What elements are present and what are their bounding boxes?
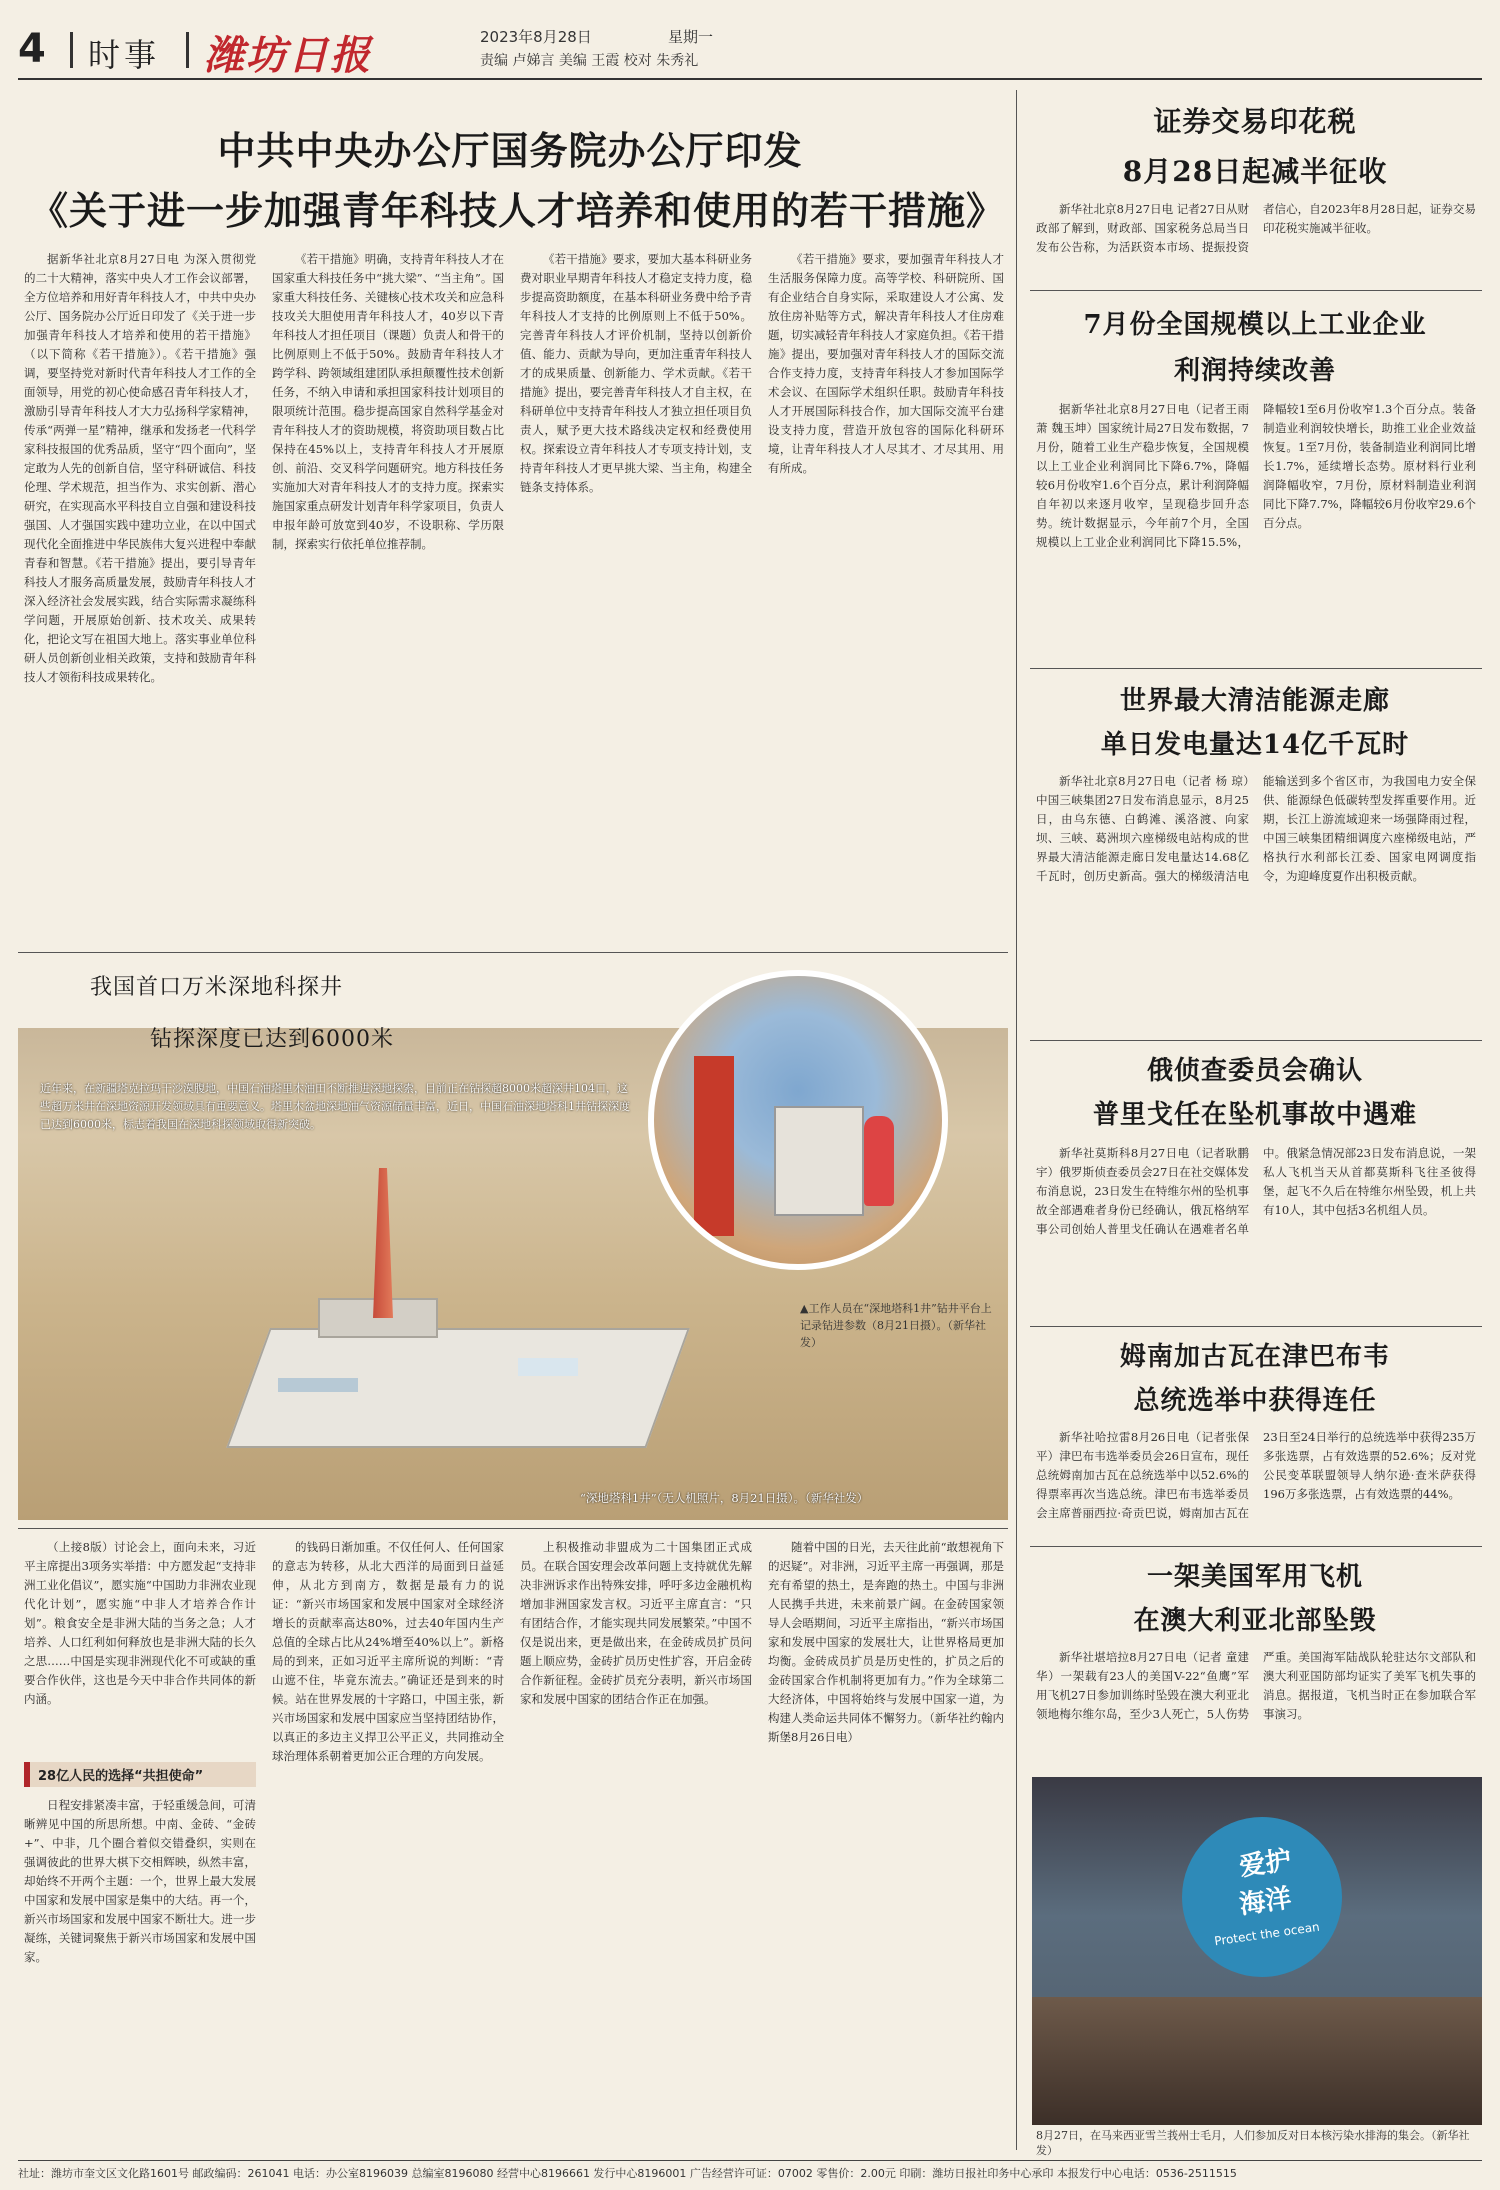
drilling-overlay-text: 近年来，在新疆塔克拉玛干沙漠腹地，中国石油塔里木油田不断推进深地探索，目前正在钻探超8000米超深井104口，这些超万米井在深地资源开发领域具有重要意义。塔里木盆地深地油气资源储量丰富，近日，中国石油深地塔科1井钻探深度已达到6000米，标志着我国在深地科探领域取得新突破。 xyxy=(40,1082,630,1131)
military-aircraft-title-line2: 在澳大利亚北部坠毁 xyxy=(1133,1606,1377,1636)
story-divider xyxy=(1030,668,1482,669)
zimbabwe-body-text: 新华社哈拉雷8月26日电（记者张保平）津巴布韦选举委员会26日宣布，现任总统姆南加古瓦在总统选举中以52.6%的得票率再次当选总统。津巴布韦选举委员会主席普丽西拉·奇贡巴说，姆南加古瓦在23日至24日举行的总统选举中获得235万多张选票，占有效选票的52.6%；反对党公民变革联盟领导人纳尔逊·查米萨获得196万多张选票，占有效选票的44%。 xyxy=(1036,1430,1476,1520)
protest-sign-text-2: 海洋 xyxy=(1237,1883,1294,1921)
lead-column-3 xyxy=(520,250,752,940)
lead-title-line2: 《关于进一步加强青年科技人才培养和使用的若干措施》 xyxy=(30,188,1006,233)
control-cabinet xyxy=(774,1106,864,1216)
main-photo-caption: “深地塔科1井”（无人机照片，8月21日摄）。（新华社发） xyxy=(580,1491,869,1505)
industry-profit-body-text: 据新华社北京8月27日电（记者王雨萧 魏玉坤）国家统计局27日发布数据，7月份，随着工业生产稳步恢复，全国规模以上工业企业利润同比下降6.7%，降幅较6月份收窄1.6个百分点，累计利润降幅自年初以来逐月收窄，呈现稳步回升态势。统计数据显示，今年前7个月，全国规模以上工业企业利润同比下降15.5%，降幅较1至6月份收窄1.3个百分点。装备制造业利润较快增长，助推工业企业效益恢复。1至7月份，装备制造业利润同比增长1.7%，延续增长态势。原材料行业利润降幅收窄，7月份，原材料制造业利润同比下降7.7%，降幅较6月份收窄29.6个百分点。 xyxy=(1036,402,1476,549)
page-footer: 社址：潍坊市奎文区文化路1601号 邮政编码：261041 电话：办公室8196039 总编室8196080 经营中心8196661 发行中心8196001 广告经营许可证：07002 零售价：2.00元 印刷：潍坊日报社印务中心承印 本报发行中心电话：0536-2511515 xyxy=(18,2160,1482,2182)
plane-crash-body-text: 新华社莫斯科8月27日电（记者耿鹏宇）俄罗斯侦查委员会27日在社交媒体发布消息说，23日发生在特维尔州的坠机事故全部遇难者身份已经确认，俄瓦格纳军事公司创始人普里戈任确认在遇难者名单中。俄紧急情况部23日发布消息说，一架私人飞机当天从首都莫斯科飞往圣彼得堡，起飞不久后在特维尔州坠毁，机上共有10人，其中包括3名机组人员。 xyxy=(1036,1146,1476,1236)
lead-column-1 xyxy=(24,250,256,940)
military-aircraft-body-text: 新华社堪培拉8月27日电（记者 童建华）一架载有23人的美国V-22“鱼鹰”军用飞机27日参加训练时坠毁在澳大利亚北领地梅尔维尔岛，至少3人死亡，5人伤势严重。美国海军陆战队轮驻达尔文部队和澳大利亚国防部均证实了美军飞机失事的消息。据报道，飞机当时正在参加联合军事演习。 xyxy=(1036,1650,1476,1721)
drilling-title-line2: 钻探深度已达到6000米 xyxy=(150,1027,394,1052)
lower-column-1-text: （上接8版）讨论会上，面向未来，习近平主席提出3项务实举措：中方愿发起“支持非洲工业化倡议”，愿实施“中国助力非洲农业现代化计划”，愿实施“中非人才培养合作计划”。粮食安全是非洲大陆的当务之急；人才培养、人口红利如何释放也是非洲大陆的长久之思……中国是实现非洲现代化不可或缺的重要合作伙伴，这也是今天中非合作共同体的新内涵。 xyxy=(24,1540,256,1706)
newspaper-logo: 潍坊日报 xyxy=(204,32,372,79)
clean-energy-body xyxy=(1036,772,1476,1034)
lead-column-1-text: 据新华社北京8月27日电 为深入贯彻党的二十大精神，落实中央人才工作会议部署，全方位培养和用好青年科技人才，中共中央办公厅、国务院办公厅近日印发了《关于进一步加强青年科技人才培养和使用的若干措施》（以下简称《若干措施》）。《若干措施》强调，要坚持党对新时代青年科技人才工作的全面领导，用党的初心使命感召青年科技人才，激励引导青年科技人才大力弘扬科学家精神，传承“两弹一星”精神，继承和发扬老一代科学家科技报国的优秀品质，坚守“四个面向”，坚定敢为人先的创新自信，坚守科研诚信、科技伦理、学术规范，担当作为、求实创新、潜心研究，在实现高水平科技自立自强和建设科技强国、人才强国实践中建功立业，在以中国式现代化全面推进中华民族伟大复兴进程中奉献青春和智慧。《若干措施》提出，要引导青年科技人才服务高质量发展，鼓励青年科技人才深入经济社会发展实践，结合实际需求凝练科学问题，开展原始创新、技术攻关、成果转化，把论文写在祖国大地上。落实事业单位科研人员创新创业相关政策，支持和鼓励青年科技人才领衔科技成果转化。 xyxy=(24,252,256,684)
story-divider xyxy=(1030,290,1482,291)
protest-photo-caption: 8月27日，在马来西亚雪兰莪州士毛月，人们参加反对日本核污染水排海的集会。（新华社发） xyxy=(1036,2129,1470,2157)
masthead-divider xyxy=(70,32,73,68)
issue-date: 2023年8月28日 xyxy=(480,28,592,46)
site-structure xyxy=(278,1378,358,1392)
worker-figure xyxy=(864,1116,894,1206)
rig-equipment xyxy=(694,1056,734,1236)
military-aircraft-body xyxy=(1036,1648,1476,1766)
page-number: 4 xyxy=(18,26,46,72)
military-aircraft-title-line1: 一架美国军用飞机 xyxy=(1146,1562,1363,1592)
clean-energy-title-line2: 单日发电量达14亿千瓦时 xyxy=(1100,730,1410,760)
editor-credits: 责编 卢娣言 美编 王霞 校对 朱秀礼 xyxy=(480,53,699,69)
lower-column-1 xyxy=(24,1538,256,1748)
lower-column-4-text: 随着中国的日光，去天往此前“敢想视角下的迟疑”。对非洲，习近平主席一再强调，那是充有希望的热土，是奔跑的热土。中国与非洲人民携手共进，未来前景广阔。在金砖国家领导人会晤期间，习近平主席指出，“新兴市场国家和发展中国家的发展壮大，让世界格局更加均衡。金砖成员扩员是历史性的，扩员之后的金砖国家合作机制将更加有力。”作为全球第二大经济体，中国将始终与发展中国家一道，为构建人类命运共同体不懈努力。（新华社约翰内斯堡8月26日电） xyxy=(768,1540,1004,1744)
lead-column-4 xyxy=(768,250,1004,940)
lead-title-line1: 中共中央办公厅国务院办公厅印发 xyxy=(217,128,803,173)
protest-sign-text-3: Protect the ocean xyxy=(1213,1919,1321,1949)
lead-column-2-text: 《若干措施》明确，支持青年科技人才在国家重大科技任务中“挑大梁”、“当主角”。国家重大科技任务、关键核心技术攻关和应急科技攻关大胆使用青年科技人才，40岁以下青年科技人才担任项目（课题）负责人和骨干的比例原则上不低于50%。鼓励青年科技人才跨学科、跨领域组建团队承担颠覆性技术创新任务，不纳入申请和承担国家科技计划项目的限项统计范围。稳步提高国家自然科学基金对青年科技人才的资助规模，将资助项目数占比保持在45%以上，支持青年科技人才开展原创、前沿、交叉科学问题研究。地方科技任务实施加大对青年科技人才的支持力度。探索实施国家重点研发计划青年科学家项目，负责人申报年龄可放宽到40岁，不设职称、学历限制，探索实行依托单位推荐制。 xyxy=(272,252,504,551)
lead-column-3-text: 《若干措施》要求，要加大基本科研业务费对职业早期青年科技人才稳定支持力度，稳步提高资助额度，在基本科研业务费中给予青年科技人才支持的比例原则上不低于50%。完善青年科技人才评价机制，坚持以创新价值、能力、贡献为导向，更加注重青年科技人才的成果质量、创新能力、学术贡献。《若干措施》提出，要完善青年科技人才自主权，在科研单位中支持青年科技人才独立担任项目负责人，赋予更大技术路线决定权和经费使用权。探索设立青年科技人才专项支持计划，支持青年科技人才更早挑大梁、当主角，构建全链条支持体系。 xyxy=(520,252,752,494)
lower-column-2 xyxy=(272,1538,504,2152)
stamp-tax-title-line1: 证券交易印花税 xyxy=(1153,105,1357,138)
section-name: 时事 xyxy=(88,36,161,74)
masthead xyxy=(18,18,1482,80)
plane-crash-title-line1: 俄侦查委员会确认 xyxy=(1146,1056,1363,1086)
drilling-worker-inset-photo xyxy=(648,970,948,1270)
masthead-divider xyxy=(186,32,189,68)
story-divider xyxy=(1030,1040,1482,1041)
lower-column-1b-text: 日程安排紧凑丰富，于轻重缓急间，可清晰辨见中国的所思所想。中南、金砖、“金砖+”、中非，几个圈合着似交错叠织，实则在强调彼此的世界大棋下交相辉映，纵然丰富，却始终不开两个主题：一个，世界上最大发展中国家和发展中国家是集中的大结。再一个，新兴市场国家和发展中国家不断壮大。进一步凝练，关键词聚焦于新兴市场国家和发展中国家。 xyxy=(24,1798,256,1964)
lower-column-3 xyxy=(520,1538,752,2152)
plane-crash-title-line2: 普里戈任在坠机事故中遇难 xyxy=(1092,1100,1417,1130)
drilling-title-line1: 我国首口万米深地科探井 xyxy=(90,975,344,1000)
stamp-tax-title-line2: 8月28日起减半征收 xyxy=(1122,155,1388,188)
section-divider xyxy=(18,952,1008,953)
zimbabwe-title-line2: 总统选举中获得连任 xyxy=(1133,1386,1377,1416)
story-divider xyxy=(1030,1326,1482,1327)
story-divider xyxy=(1030,1546,1482,1547)
lower-column-4 xyxy=(768,1538,1004,2152)
clean-energy-body-text: 新华社北京8月27日电（记者 杨 琼）中国三峡集团27日发布消息显示，8月25日，由乌东德、白鹤滩、溪洛渡、向家坝、三峡、葛洲坝六座梯级电站构成的世界最大清洁能源走廊日发电量达14.68亿千瓦时，创历史新高。强大的梯级清洁电能输送到多个省区市，为我国电力安全保供、能源绿色低碳转型发挥重要作用。近期，长江上游流域迎来一场强降雨过程，中国三峡集团精细调度六座梯级电站，严格执行水利部长江委、国家电网调度指令，为迎峰度夏作出积极贡献。 xyxy=(1036,774,1476,883)
lower-subhead: 28亿人民的选择“共担使命” xyxy=(24,1762,256,1787)
industry-profit-title-line1: 7月份全国规模以上工业企业 xyxy=(1083,310,1427,340)
zimbabwe-title-line1: 姆南加古瓦在津巴布韦 xyxy=(1119,1342,1390,1372)
lower-column-2-text: 的钱码日渐加重。不仅任何人、任何国家的意志为转移，从北大西洋的局面到日益延伸，从北方到南方，数据是最有力的说证：“新兴市场国家和发展中国家对全球经济增长的贡献率高达80%，过去40年国内生产总值的全球占比从24%增至40%以上”。新格局的到来，正如习近平主席所说的判断：“青山遮不住，毕竟东流去。”确证还是到来的时候。站在世界发展的十字路口，中国主张，新兴市场国家和发展中国家应当坚持团结协作，以真正的多边主义捍卫公平正义，共同推动全球治理体系朝着更加公正合理的方向发展。 xyxy=(272,1540,504,1763)
site-structure xyxy=(518,1358,578,1376)
industry-profit-body xyxy=(1036,400,1476,660)
lower-column-3-text: 上积极推动非盟成为二十国集团正式成员。在联合国安理会改革问题上支持就优先解决非洲诉求作出特殊安排，呼吁多边金融机构增加非洲国家发言权。习近平主席直言：“只有团结合作，才能实现共同发展繁荣。”中国不仅是说出来，更是做出来，在金砖成员扩员问题上顺应势，金砖扩员历史性扩容，开启金砖合作新征程。金砖扩员充分表明，新兴市场国家和发展中国家的团结合作正在加强。 xyxy=(520,1540,752,1706)
inset-photo-caption: ▲工作人员在“深地塔科1井”钻井平台上记录钻进参数（8月21日摄）。（新华社发） xyxy=(800,1302,992,1349)
derrick-tower xyxy=(373,1168,393,1318)
stamp-tax-body-text: 新华社北京8月27日电 记者27日从财政部了解到，财政部、国家税务总局当日发布公告称，为活跃资本市场、提振投资者信心，自2023年8月28日起，证券交易印花税实施减半征收。 xyxy=(1036,202,1476,254)
zimbabwe-body xyxy=(1036,1428,1476,1540)
lead-column-4-text: 《若干措施》要求，要加强青年科技人才生活服务保障力度。高等学校、科研院所、国有企业结合自身实际，采取建设人才公寓、发放住房补贴等方式，解决青年科技人才住房难题，切实减轻青年科技人才家庭负担。《若干措施》提出，要加强对青年科技人才的国际交流合作支持力度，支持青年科技人才参加国际学术会议、在国际学术组织任职。鼓励青年科技人才开展国际科技合作，加大国际交流平台建设支持力度，营造开放包容的国际化科研环境，让青年科技人才人尽其才、才尽其用、用有所成。 xyxy=(768,252,1004,475)
column-divider xyxy=(1016,90,1017,2150)
issue-weekday: 星期一 xyxy=(668,28,714,46)
lower-column-1b xyxy=(24,1796,256,2152)
crowd xyxy=(1032,1997,1482,2125)
lead-column-2 xyxy=(272,250,504,940)
stamp-tax-body xyxy=(1036,200,1476,280)
protest-sign-text-1: 爱护 xyxy=(1237,1845,1294,1883)
industry-profit-title-line2: 利润持续改善 xyxy=(1173,356,1336,386)
ocean-protest-photo xyxy=(1032,1777,1482,2125)
section-divider xyxy=(18,1528,1008,1529)
plane-crash-body xyxy=(1036,1144,1476,1320)
clean-energy-title-line1: 世界最大清洁能源走廊 xyxy=(1119,686,1390,716)
